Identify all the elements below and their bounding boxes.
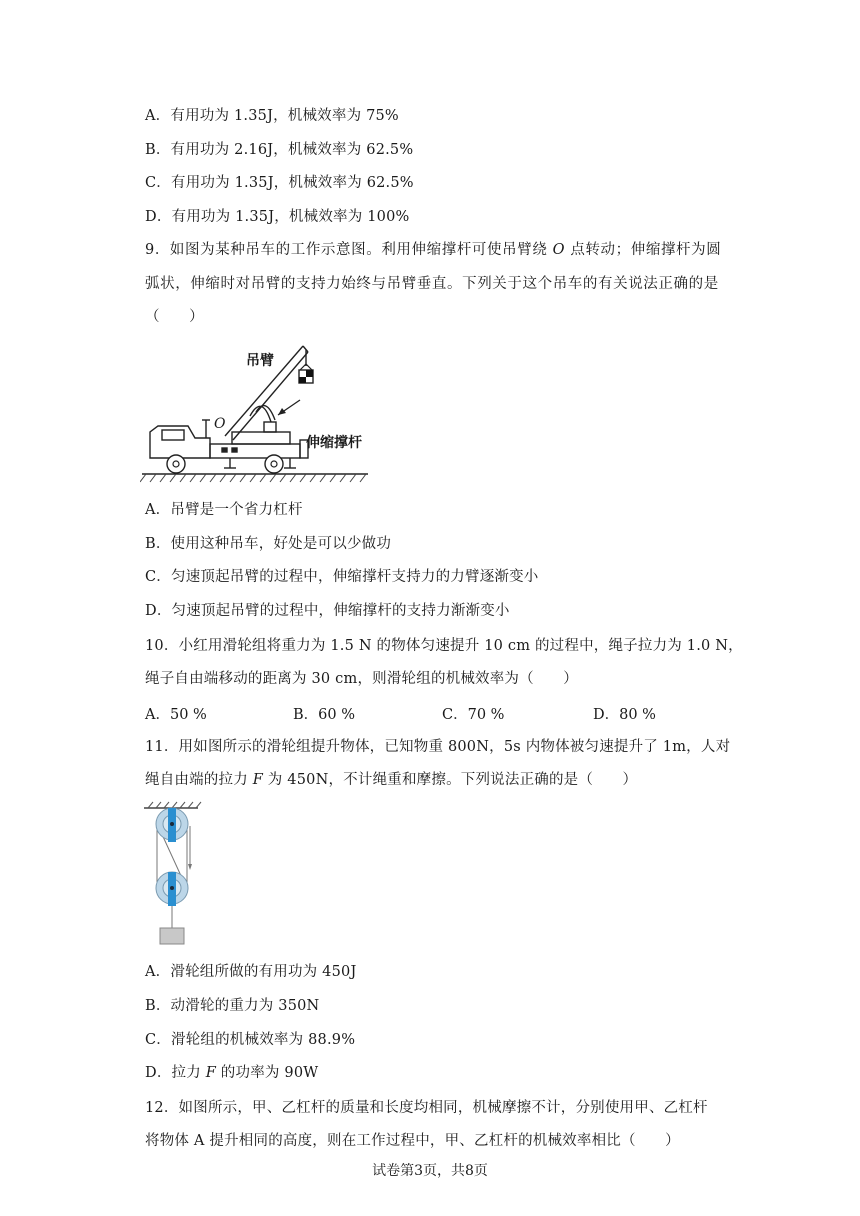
q10-option-d: D．80 % [593, 707, 656, 723]
q9-option-a: A．吊臂是一个省力杠杆 [145, 502, 303, 518]
q10-option-b: B．60 % [293, 707, 355, 723]
q9-option-d: D．匀速顶起吊臂的过程中，伸缩撑杆的支持力渐渐变小 [145, 603, 510, 619]
pivot-o-label: O [214, 416, 226, 432]
q11-option-c: C．滑轮组的机械效率为 88.9% [145, 1032, 356, 1048]
q8-option-d: D．有用功为 1.35J，机械效率为 100% [145, 209, 410, 225]
q9-stem-line2: 弧状，伸缩时对吊臂的支持力始终与吊臂垂直。下列关于这个吊车的有关说法正确的是 [145, 276, 719, 292]
q9-option-b: B．使用这种吊车，好处是可以少做功 [145, 536, 392, 552]
q8-option-b: B．有用功为 2.16J，机械效率为 62.5% [145, 142, 414, 158]
q8-option-a: A．有用功为 1.35J，机械效率为 75% [145, 108, 399, 124]
pulley-diagram [140, 800, 204, 950]
pulley-figure [140, 800, 204, 950]
q11-option-b: B．动滑轮的重力为 350N [145, 998, 320, 1014]
q10-stem-line2: 绳子自由端移动的距离为 30 cm，则滑轮组的机械效率为（ ） [145, 671, 578, 687]
q8-option-c: C．有用功为 1.35J，机械效率为 62.5% [145, 175, 414, 191]
strut-label: 伸缩撑杆 [306, 435, 362, 451]
page-footer: 试卷第3页，共8页 [372, 1163, 488, 1179]
q11-option-a: A．滑轮组所做的有用功为 450J [145, 964, 357, 980]
q10-stem-line1: 10．小红用滑轮组将重力为 1.5 N 的物体匀速提升 10 cm 的过程中，绳子拉力为 1.0 N， [145, 638, 743, 654]
q9-option-c: C．匀速顶起吊臂的过程中，伸缩撑杆支持力的力臂逐渐变小 [145, 569, 539, 585]
q9-stem-line1: 9．如图为某种吊车的工作示意图。利用伸缩撑杆可使吊臂绕 O 点转动；伸缩撑杆为圆 [145, 242, 722, 258]
q12-stem-line2: 将物体 A 提升相同的高度，则在工作过程中，甲、乙杠杆的机械效率相比（ ） [145, 1133, 680, 1149]
q10-option-a: A．50 % [145, 707, 207, 723]
q11-stem-line2: 绳自由端的拉力 F 为 450N，不计绳重和摩擦。下列说法正确的是（ ） [145, 772, 638, 788]
boom-label: 吊臂 [246, 353, 274, 369]
q10-option-c: C．70 % [442, 707, 505, 723]
q12-stem-line1: 12．如图所示，甲、乙杠杆的质量和长度均相同，机械摩擦不计，分别使用甲、乙杠杆 [145, 1100, 708, 1116]
crane-figure [140, 340, 370, 485]
q9-stem-line3: （ ） [145, 309, 204, 325]
q11-stem-line1: 11．用如图所示的滑轮组提升物体，已知物重 800N，5s 内物体被匀速提升了 1m，人对 [145, 739, 731, 755]
q10-options-row [145, 703, 725, 723]
q11-option-d: D．拉力 F 的功率为 90W [145, 1065, 319, 1081]
